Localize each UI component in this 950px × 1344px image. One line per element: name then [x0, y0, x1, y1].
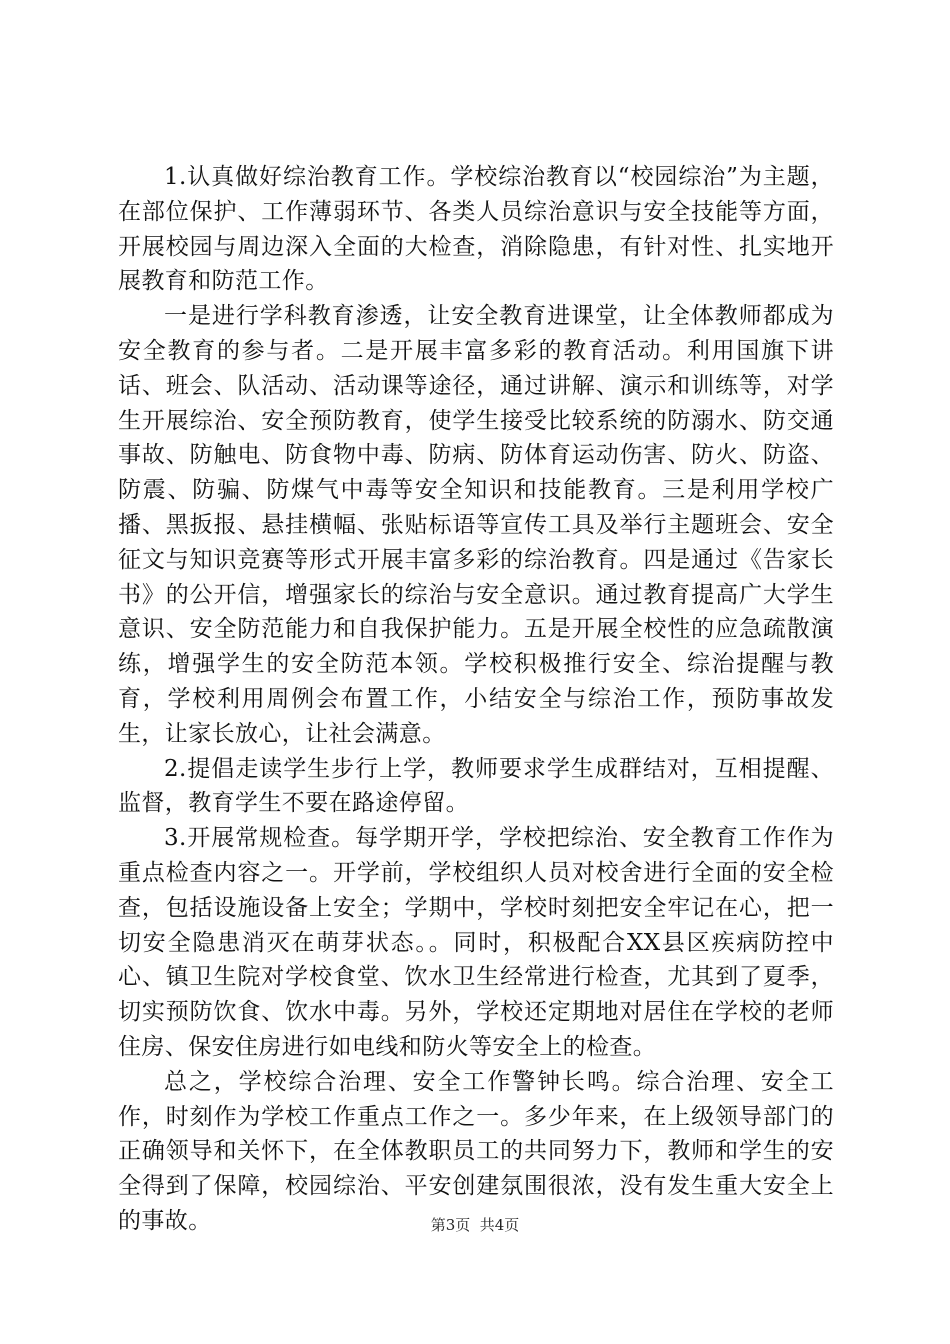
paragraph-item-3: 2.提倡走读学生步行上学，教师要求学生成群结对，互相提醒、监督，教育学生不要在路途停留。 [118, 755, 834, 817]
page-footer [0, 1215, 950, 1235]
document-body [118, 160, 834, 1239]
paragraph-item-2: 一是进行学科教育渗透，让安全教育进课堂，让全体教师都成为安全教育的参与者。二是开展丰富多彩的教育活动。利用国旗下讲话、班会、队活动、活动课等途径，通过讲解、演示和训练等，对学生开展综治、安全预防教育，使学生接受比较系统的防溺水、防交通事故、防触电、防食物中毒、防病、防体育运动伤害、防火、防盗、防震、防骗、防煤气中毒等安全知识和技能教育。三是利用学校广播、黑扳报、悬挂横幅、张贴标语等宣传工具及举行主题班会、安全征文与知识竞赛等形式开展丰富多彩的综治教育。四是通过《告家长书》的公开信，增强家长的综治与安全意识。通过教育提高广大学生意识、安全防范能力和自我保护能力。五是开展全校性的应急疏散演练，增强学生的安全防范本领。学校积极推行安全、综治提醒与教育，学校利用周例会布置工作，小结安全与综治工作，预防事故发生，让家长放心，让社会满意。 [118, 303, 834, 747]
paragraph-item-1: 1.认真做好综治教育工作。学校综治教育以“校园综治”为主题，在部位保护、工作薄弱环节、各类人员综治意识与安全技能等方面，开展校园与周边深入全面的大检查，消除隐患，有针对性、扎实地开展教育和防范工作。 [118, 164, 834, 295]
page-number-label: 第3页 共4页 [430, 1216, 520, 1234]
paragraph-item-4: 3.开展常规检查。每学期开学，学校把综治、安全教育工作作为重点检查内容之一。开学前，学校组织人员对校舍进行全面的安全检查，包括设施设备上安全；学期中，学校时刻把安全牢记在心，把一切安全隐患消灭在萌芽状态。。同时，积极配合XX县区疾病防控中心、镇卫生院对学校食堂、饮水卫生经常进行检查，尤其到了夏季，切实预防饮食、饮水中毒。另外，学校还定期地对居住在学校的老师住房、保安住房进行如电线和防火等安全上的检查。 [118, 825, 834, 1060]
paragraph-item-5: 总之，学校综合治理、安全工作警钟长鸣。综合治理、安全工作，时刻作为学校工作重点工作之一。多少年来，在上级领导部门的正确领导和关怀下，在全体教职员工的共同努力下，教师和学生的安全得到了保障，校园综治、平安创建氛围很浓，没有发生重大安全上的事故。 [118, 1068, 834, 1234]
